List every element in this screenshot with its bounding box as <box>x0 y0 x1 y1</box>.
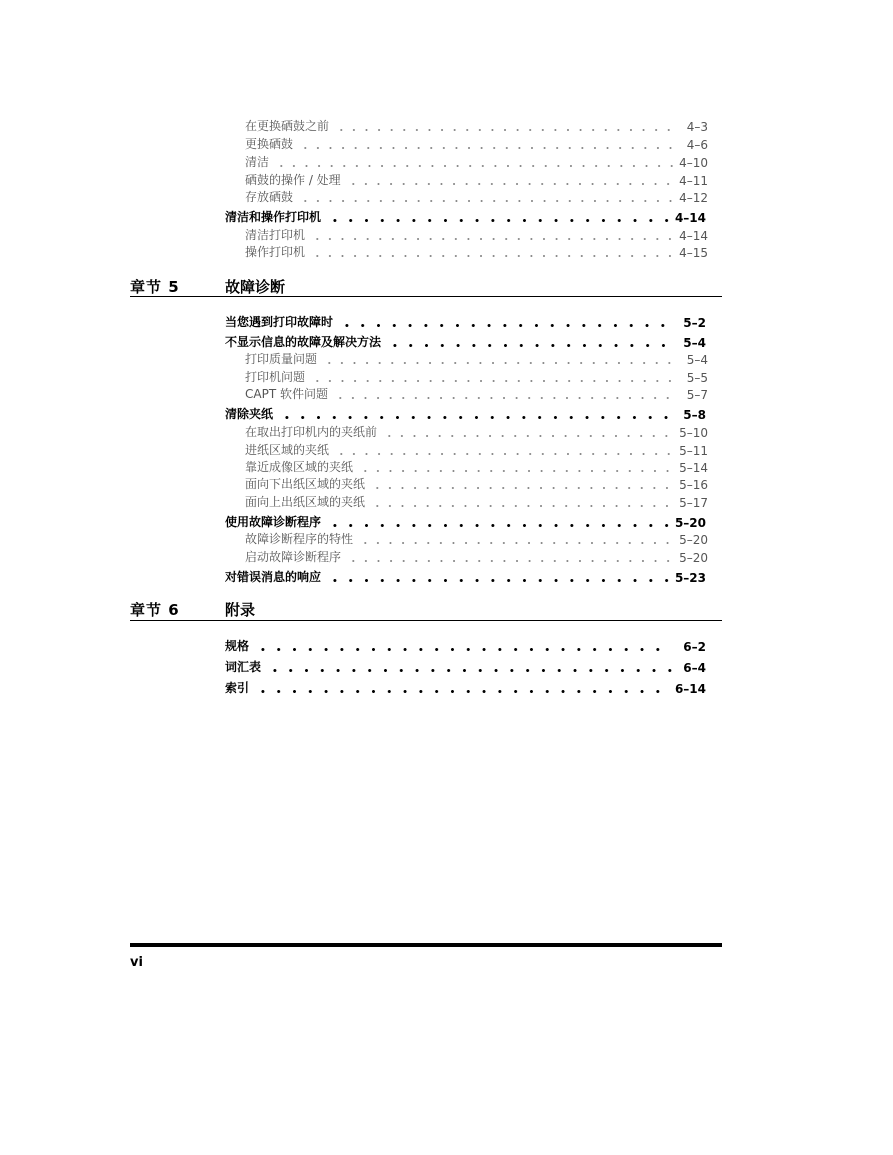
toc-entry[interactable] <box>245 367 708 385</box>
toc-entry-page: 5–4 <box>686 353 708 367</box>
toc-entry[interactable] <box>245 242 708 260</box>
toc-entry-title: 在取出打印机内的夹纸前 <box>245 425 378 439</box>
dot-leader <box>311 229 674 241</box>
dot-leader <box>323 353 674 365</box>
toc-entry-page: 5–20 <box>679 551 708 565</box>
toc-entry-page: 5–8 <box>683 408 706 422</box>
dot-leader <box>299 138 674 150</box>
dot-leader <box>335 120 674 132</box>
toc-entry[interactable] <box>245 170 708 188</box>
dot-leader <box>347 174 674 186</box>
dot-leader <box>267 661 672 673</box>
chapter-title[interactable]: 附录 <box>225 601 256 619</box>
toc-entry-page: 4–6 <box>686 138 708 152</box>
dot-leader <box>255 682 671 694</box>
dot-leader <box>359 461 674 473</box>
toc-entry-page: 6–4 <box>683 661 706 675</box>
toc-entry-title: 使用故障诊断程序 <box>225 515 322 529</box>
toc-section-entry[interactable] <box>225 332 706 350</box>
toc-entry-page: 4–12 <box>679 191 708 205</box>
dot-leader <box>279 408 672 420</box>
toc-entry-page: 6–14 <box>674 682 706 696</box>
toc-entry-page: 5–5 <box>686 371 708 385</box>
toc-entry-title: 在更换硒鼓之前 <box>245 119 330 133</box>
toc-entry-title: CAPT 软件问题 <box>245 387 328 401</box>
toc-entry-title: 面向上出纸区域的夹纸 <box>245 495 366 509</box>
toc-section-entry[interactable] <box>225 404 706 422</box>
chapter-title[interactable]: 故障诊断 <box>225 278 286 296</box>
dot-leader <box>387 336 672 348</box>
toc-entry-title: 启动故障诊断程序 <box>245 550 342 564</box>
toc-section-entry[interactable] <box>225 678 706 696</box>
toc-entry[interactable] <box>245 547 708 565</box>
toc-entry-title: 打印质量问题 <box>245 352 318 366</box>
toc-entry-title: 规格 <box>225 639 250 653</box>
dot-leader <box>371 496 674 508</box>
toc-entry-title: 打印机问题 <box>245 370 306 384</box>
toc-entry-title: 面向下出纸区域的夹纸 <box>245 477 366 491</box>
toc-entry[interactable] <box>245 384 708 402</box>
toc-section-entry[interactable] <box>225 512 706 530</box>
chapter-label: 章节 6 <box>130 601 180 619</box>
toc-entry[interactable] <box>245 349 708 367</box>
toc-entry-title: 当您遇到打印故障时 <box>225 315 334 329</box>
dot-leader <box>311 371 674 383</box>
toc-entry-page: 5–2 <box>683 316 706 330</box>
dot-leader <box>327 571 671 583</box>
toc-section-entry[interactable] <box>225 657 706 675</box>
toc-entry[interactable] <box>245 187 708 205</box>
footer-divider <box>130 943 722 947</box>
toc-entry-title: 操作打印机 <box>245 245 306 259</box>
toc-entry[interactable] <box>245 152 708 170</box>
dot-leader <box>311 246 674 258</box>
toc-entry-page: 6–2 <box>683 640 706 654</box>
toc-entry-title: 清除夹纸 <box>225 407 274 421</box>
dot-leader <box>299 191 674 203</box>
toc-entry[interactable] <box>245 116 708 134</box>
dot-leader <box>359 533 674 545</box>
toc-entry-page: 5–14 <box>679 461 708 475</box>
toc-entry[interactable] <box>245 529 708 547</box>
dot-leader <box>275 156 674 168</box>
toc-entry-page: 4–11 <box>679 174 708 188</box>
chapter-label: 章节 5 <box>130 278 180 296</box>
toc-entry-page: 5–11 <box>679 444 708 458</box>
dot-leader <box>347 551 674 563</box>
toc-entry-page: 4–14 <box>679 229 708 243</box>
toc-entry-title: 硒鼓的操作 / 处理 <box>245 173 341 187</box>
dot-leader <box>327 516 671 528</box>
dot-leader <box>371 478 674 490</box>
toc-entry[interactable] <box>245 440 708 458</box>
toc-entry-page: 5–23 <box>674 571 706 585</box>
toc-entry-title: 更换硒鼓 <box>245 137 294 151</box>
toc-entry-page: 5–10 <box>679 426 708 440</box>
page-number: vi <box>130 955 143 970</box>
dot-leader <box>334 388 674 400</box>
toc-entry-page: 5–16 <box>679 478 708 492</box>
toc-entry-title: 故障诊断程序的特性 <box>245 532 354 546</box>
toc-entry-title: 清洁 <box>245 155 270 169</box>
toc-entry-title: 靠近成像区域的夹纸 <box>245 460 354 474</box>
toc-section-entry[interactable] <box>225 312 706 330</box>
toc-entry[interactable] <box>245 225 708 243</box>
dot-leader <box>327 211 671 223</box>
dot-leader <box>335 444 674 456</box>
toc-section-entry[interactable] <box>225 636 706 654</box>
toc-entry-title: 词汇表 <box>225 660 262 674</box>
toc-entry-title: 清洁打印机 <box>245 228 306 242</box>
toc-entry-title: 对错误消息的响应 <box>225 570 322 584</box>
dot-leader <box>383 426 674 438</box>
toc-entry-title: 不显示信息的故障及解决方法 <box>225 335 382 349</box>
dot-leader <box>339 316 672 328</box>
toc-section-entry[interactable] <box>225 207 706 225</box>
chapter-divider <box>130 620 722 621</box>
dot-leader <box>255 640 672 652</box>
toc-entry-title: 存放硒鼓 <box>245 190 294 204</box>
toc-section-entry[interactable] <box>225 567 706 585</box>
toc-entry-page: 5–4 <box>683 336 706 350</box>
toc-entry-page: 4–3 <box>686 120 708 134</box>
toc-entry[interactable] <box>245 422 708 440</box>
toc-entry-page: 4–14 <box>674 211 706 225</box>
toc-entry[interactable] <box>245 457 708 475</box>
toc-entry-page: 5–7 <box>686 388 708 402</box>
chapter-divider <box>130 296 722 297</box>
toc-entry-page: 5–20 <box>679 533 708 547</box>
toc-entry[interactable] <box>245 492 708 510</box>
toc-entry-page: 5–20 <box>674 516 706 530</box>
toc-entry-title: 进纸区域的夹纸 <box>245 443 330 457</box>
toc-entry-title: 清洁和操作打印机 <box>225 210 322 224</box>
toc-entry-page: 4–10 <box>679 156 708 170</box>
toc-entry-page: 5–17 <box>679 496 708 510</box>
toc-entry-page: 4–15 <box>679 246 708 260</box>
toc-entry-title: 索引 <box>225 681 250 695</box>
toc-entry[interactable] <box>245 474 708 492</box>
toc-entry[interactable] <box>245 134 708 152</box>
